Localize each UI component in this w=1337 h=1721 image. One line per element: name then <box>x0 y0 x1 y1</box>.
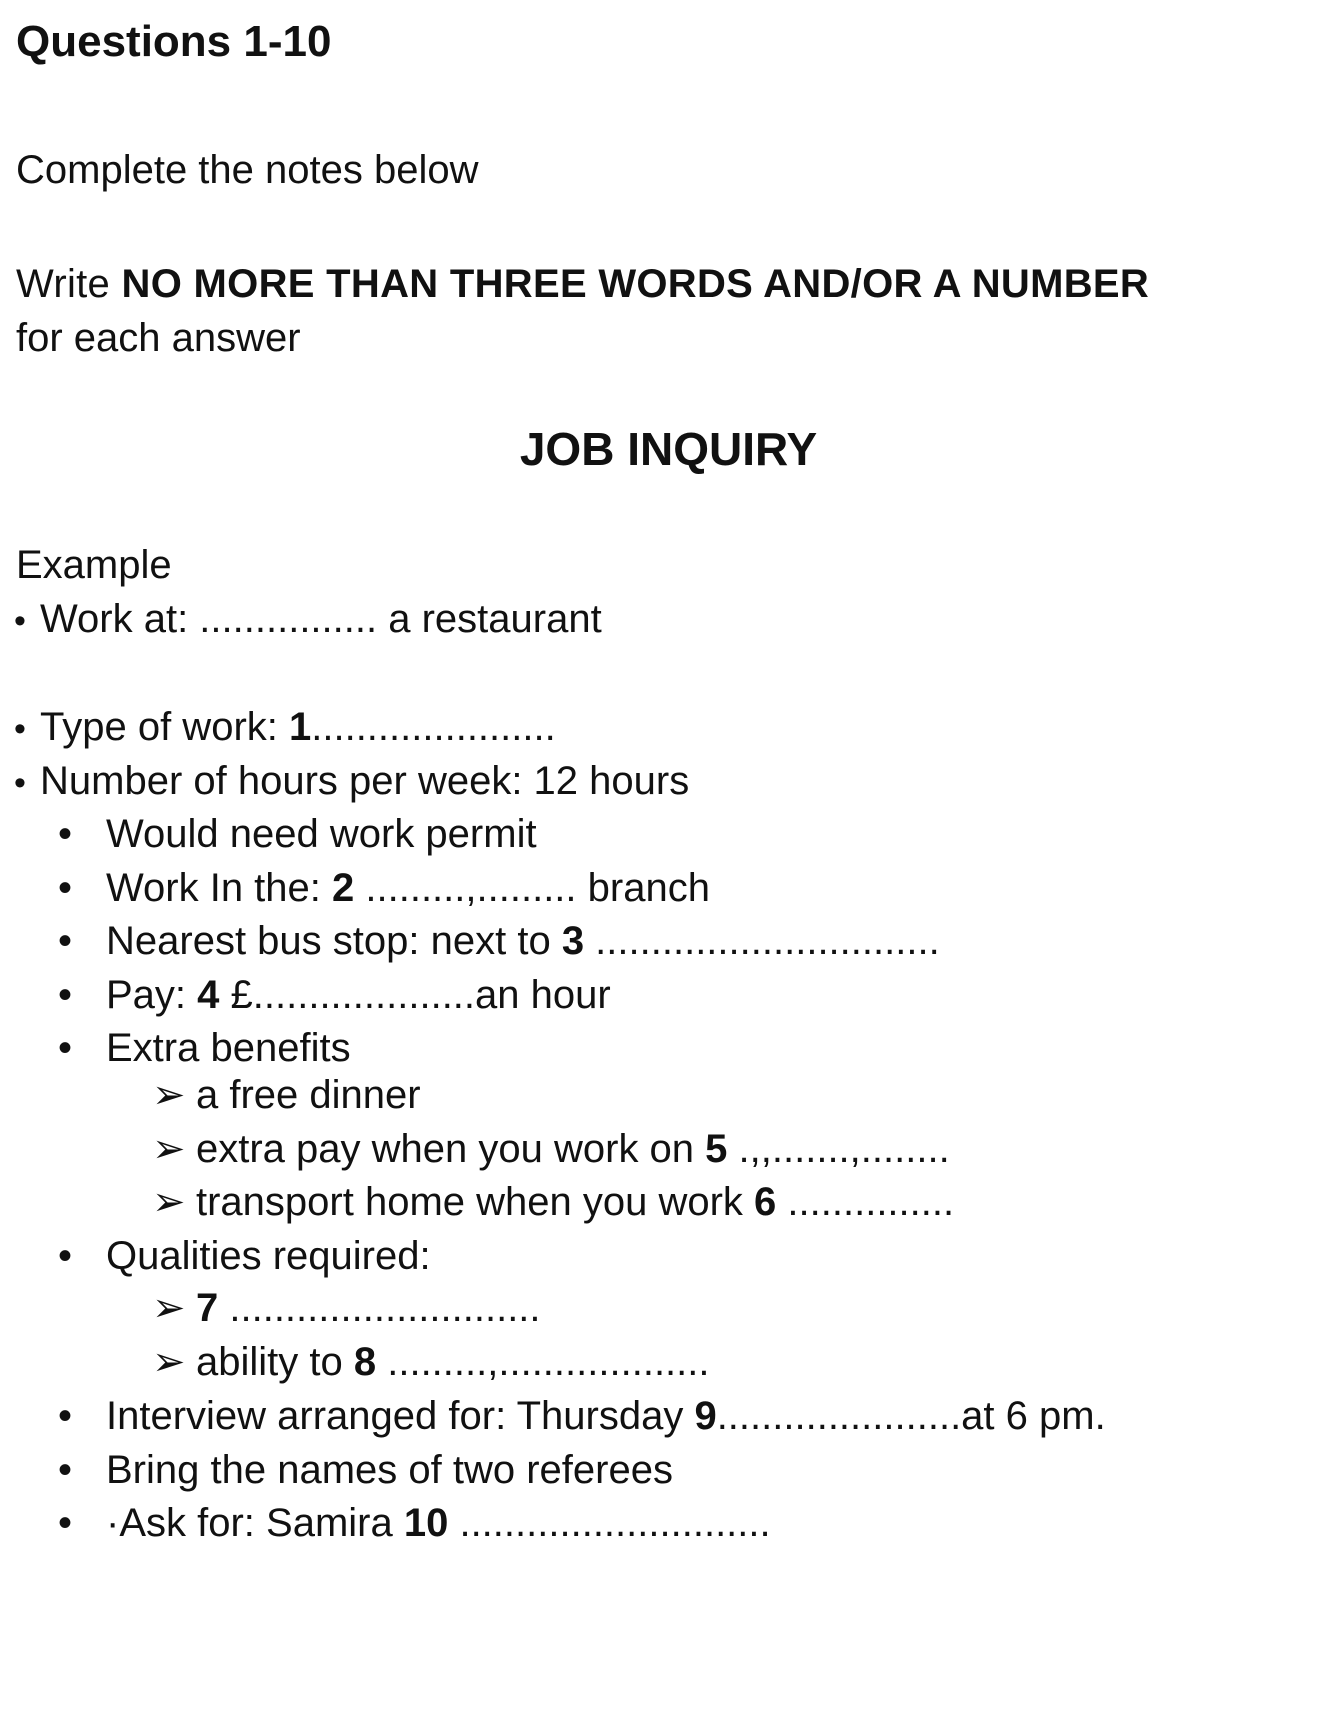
answer-blank[interactable]: ............................ <box>448 1501 771 1545</box>
bullet: • <box>14 710 26 748</box>
item-label: transport home when you work <box>196 1180 755 1224</box>
item-label: Work at: <box>40 597 200 641</box>
instruction-word-limit <box>16 260 1149 308</box>
item-bus-stop <box>58 917 940 965</box>
item-hours-per-week <box>14 757 689 807</box>
example-item <box>14 595 602 645</box>
item-label: Qualities required: <box>106 1234 431 1278</box>
sub-item-ability <box>152 1338 710 1386</box>
item-type-of-work <box>14 703 556 753</box>
answer-blank[interactable]: ............... <box>776 1180 955 1224</box>
question-number: 9 <box>694 1394 717 1438</box>
bullet: • <box>58 919 73 963</box>
bullet: • <box>58 1394 73 1438</box>
bullet: • <box>14 764 26 802</box>
answer-blank[interactable]: .........,................... <box>376 1340 710 1384</box>
sub-item-free-dinner <box>152 1071 421 1119</box>
bullet: • <box>58 866 73 910</box>
question-number: 10 <box>403 1501 449 1545</box>
bullet: • <box>58 1448 73 1492</box>
item-label: Nearest bus stop: next to <box>106 919 562 963</box>
bullet: • <box>58 812 73 856</box>
item-pay <box>58 971 611 1019</box>
answer-blank[interactable]: .,,.......,........ <box>727 1127 950 1171</box>
item-qualities-required <box>58 1232 431 1280</box>
item-label: Work In the: <box>106 866 333 910</box>
section-heading: Questions 1-10 <box>16 17 332 66</box>
bullet: • <box>58 1501 73 1545</box>
instruction-prefix: Write <box>16 262 111 306</box>
item-answer: ................ a restaurant <box>199 597 602 641</box>
bullet: • <box>58 1234 73 1278</box>
answer-blank[interactable]: ............................ <box>218 1286 541 1330</box>
arrow-bullet-icon: ➢ <box>152 1340 186 1384</box>
item-label: a free dinner <box>196 1073 421 1117</box>
answer-blank[interactable]: £....................an hour <box>219 973 611 1017</box>
answer-blank[interactable]: ............................... <box>584 919 940 963</box>
item-label: ability to <box>196 1340 354 1384</box>
arrow-bullet-icon: ➢ <box>152 1180 186 1224</box>
item-referees <box>58 1446 673 1494</box>
item-label: extra pay when you work on <box>196 1127 706 1171</box>
instruction-complete: Complete the notes below <box>16 148 479 192</box>
sub-item-quality-7 <box>152 1284 541 1332</box>
question-number: 7 <box>196 1286 219 1330</box>
form-title: JOB INQUIRY <box>519 423 818 475</box>
question-number: 8 <box>353 1340 377 1384</box>
question-number: 2 <box>332 866 355 910</box>
answer-blank[interactable]: .........,......... branch <box>354 866 710 910</box>
item-label: Interview arranged for: Thursday <box>106 1394 695 1438</box>
bullet: • <box>58 1026 73 1070</box>
item-label: Type of work: <box>40 705 289 749</box>
item-label: Would need work permit <box>106 812 537 856</box>
question-number: 6 <box>754 1180 777 1224</box>
bullet: • <box>58 973 73 1017</box>
arrow-bullet-icon: ➢ <box>152 1073 186 1117</box>
arrow-bullet-icon: ➢ <box>152 1127 186 1171</box>
question-number: 3 <box>561 919 585 963</box>
item-label: Number of hours per week: 12 hours <box>40 759 690 803</box>
item-branch <box>58 864 710 912</box>
instruction-bold: NO MORE THAN THREE WORDS AND/OR A NUMBER <box>121 262 1150 306</box>
question-number: 5 <box>705 1127 728 1171</box>
bullet: • <box>14 602 26 640</box>
sub-item-extra-pay <box>152 1125 950 1173</box>
item-interview <box>58 1392 1106 1440</box>
arrow-bullet-icon: ➢ <box>152 1286 186 1330</box>
instruction-suffix: for each answer <box>16 316 301 360</box>
item-ask-for <box>58 1499 771 1547</box>
item-work-permit <box>58 810 537 858</box>
item-label: Bring the names of two referees <box>106 1448 673 1492</box>
answer-blank[interactable]: ......................at 6 pm. <box>716 1394 1106 1438</box>
example-label: Example <box>16 543 172 587</box>
item-label: ·Ask for: Samira <box>106 1501 404 1545</box>
item-label: Pay: <box>106 973 198 1017</box>
question-number: 1 <box>288 705 312 749</box>
question-number: 4 <box>197 973 220 1017</box>
item-label: Extra benefits <box>106 1026 351 1070</box>
sub-item-transport-home <box>152 1178 954 1226</box>
item-extra-benefits <box>58 1024 351 1072</box>
answer-blank[interactable]: ...................... <box>311 705 556 749</box>
